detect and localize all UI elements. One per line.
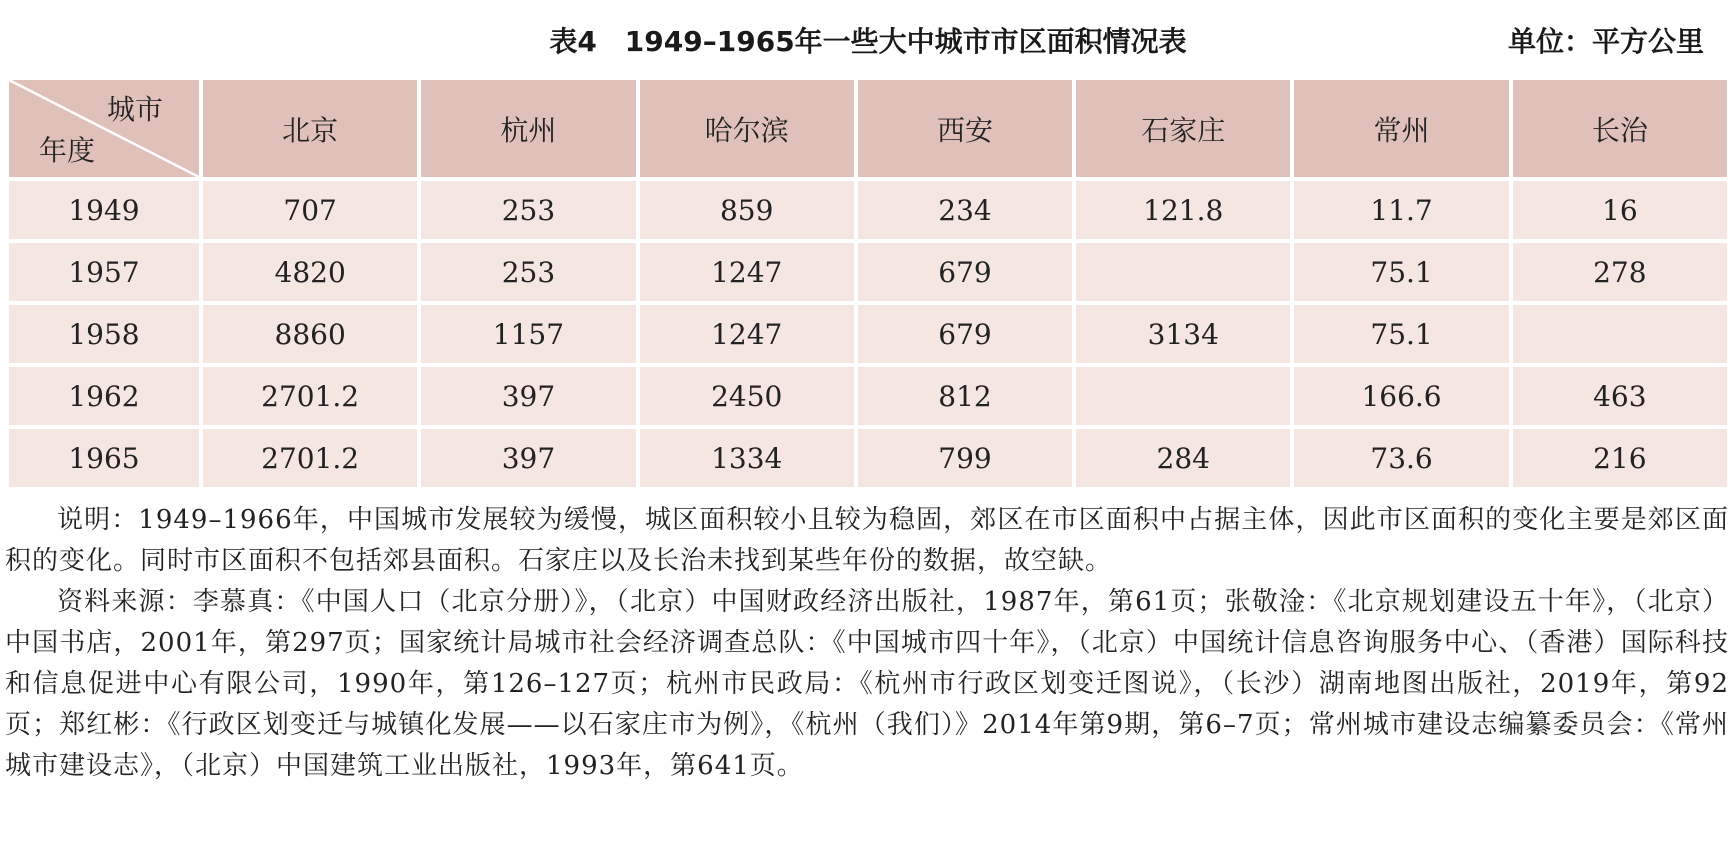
table-cell: 253 <box>421 181 635 239</box>
table-row <box>9 243 1727 301</box>
table-cell: 2701.2 <box>203 367 417 425</box>
corner-header-cell <box>9 80 199 177</box>
unit-label: 单位：平方公里 <box>1507 25 1704 58</box>
column-header: 杭州 <box>421 80 635 177</box>
table-row <box>9 367 1727 425</box>
table-cell: 284 <box>1076 429 1290 487</box>
year-cell: 1958 <box>9 305 199 363</box>
table-cell: 8860 <box>203 305 417 363</box>
column-header: 常州 <box>1294 80 1508 177</box>
table-cell: 463 <box>1513 367 1727 425</box>
year-cell: 1957 <box>9 243 199 301</box>
table-cell: 278 <box>1513 243 1727 301</box>
year-cell: 1949 <box>9 181 199 239</box>
column-header: 哈尔滨 <box>640 80 854 177</box>
table-cell: 1247 <box>640 243 854 301</box>
table-cell: 397 <box>421 429 635 487</box>
diagonal-divider <box>9 80 199 177</box>
year-cell: 1965 <box>9 429 199 487</box>
corner-year-label: 年度 <box>39 134 96 167</box>
table-row <box>9 429 1727 487</box>
table-notes <box>5 500 1729 787</box>
explanation-paragraph: 说明：1949–1966年，中国城市发展较为缓慢，城区面积较小且较为稳固，郊区在市区面积中占据主体，因此市区面积的变化主要是郊区面积的变化。同时市区面积不包括郊县面积。石家庄以及长治未找到某些年份的数据，故空缺。 <box>5 505 1729 576</box>
table-cell: 73.6 <box>1294 429 1508 487</box>
table-row <box>9 181 1727 239</box>
table-title: 表4 1949–1965年一些大中城市市区面积情况表 <box>549 25 1187 58</box>
table-cell: 1334 <box>640 429 854 487</box>
column-header: 长治 <box>1513 80 1727 177</box>
table-cell: 707 <box>203 181 417 239</box>
table-cell: 216 <box>1513 429 1727 487</box>
table-cell <box>1076 243 1290 301</box>
table-cell: 679 <box>858 243 1072 301</box>
table-cell: 75.1 <box>1294 305 1508 363</box>
table-cell: 166.6 <box>1294 367 1508 425</box>
table-cell: 799 <box>858 429 1072 487</box>
table-cell: 11.7 <box>1294 181 1508 239</box>
table-cell: 16 <box>1513 181 1727 239</box>
table-cell: 3134 <box>1076 305 1290 363</box>
column-header: 北京 <box>203 80 417 177</box>
table-cell: 2701.2 <box>203 429 417 487</box>
table-row <box>9 305 1727 363</box>
corner-city-label: 城市 <box>106 93 163 126</box>
year-cell: 1962 <box>9 367 199 425</box>
table-cell: 234 <box>858 181 1072 239</box>
table-cell <box>1076 367 1290 425</box>
data-table <box>5 76 1731 491</box>
sources-paragraph: 资料来源：李慕真：《中国人口（北京分册）》，（北京）中国财政经济出版社，1987年，第61页；张敬淦：《北京规划建设五十年》，（北京）中国书店，2001年，第297页；国家统计局城市社会经济调查总队：《中国城市四十年》，（北京）中国统计信息咨询服务中心、（香港）国际科技和信息促进中心有限公司，1990年，第126–127页；杭州市民政局：《杭州市行政区划变迁图说》，（长沙）湖南地图出版社，2019年，第92页；郑红彬：《行政区划变迁与城镇化发展——以石家庄市为例》，《杭州（我们）》2014年第9期，第6–7页；常州城市建设志编纂委员会：《常州城市建设志》，（北京）中国建筑工业出版社，1993年，第641页。 <box>5 587 1729 781</box>
table-cell: 397 <box>421 367 635 425</box>
column-header: 西安 <box>858 80 1072 177</box>
table-cell: 121.8 <box>1076 181 1290 239</box>
table-cell: 4820 <box>203 243 417 301</box>
column-header: 石家庄 <box>1076 80 1290 177</box>
header-row <box>9 80 1727 177</box>
table-cell: 679 <box>858 305 1072 363</box>
table-cell: 75.1 <box>1294 243 1508 301</box>
table-cell <box>1513 305 1727 363</box>
table-cell: 253 <box>421 243 635 301</box>
table-cell: 859 <box>640 181 854 239</box>
table-cell: 812 <box>858 367 1072 425</box>
table-cell: 1247 <box>640 305 854 363</box>
table-cell: 1157 <box>421 305 635 363</box>
table-cell: 2450 <box>640 367 854 425</box>
